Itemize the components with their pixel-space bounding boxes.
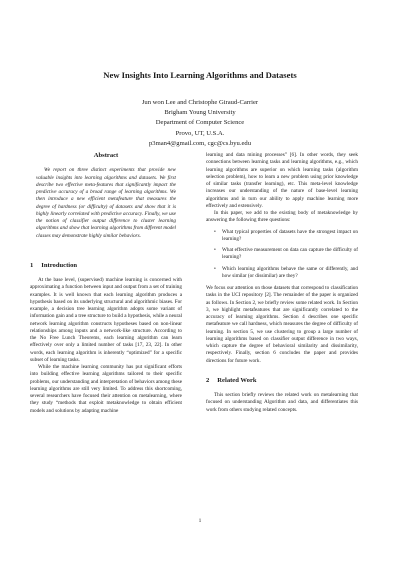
related-paragraph-1: This section briefly reviews the related work on metalearning that focused on understanding Algorithm and data, and differentiates this work from others studying related concepts. — [206, 392, 358, 413]
location: Provo, UT, U.S.A. — [175, 129, 225, 137]
left-column — [30, 150, 182, 415]
right-column — [206, 152, 358, 414]
section-heading-related-work — [206, 377, 358, 384]
affiliation: Brigham Young University — [164, 109, 236, 117]
department: Department of Computer Science — [155, 119, 245, 127]
section-title: Related Work — [217, 376, 257, 384]
intro-paragraph-4: In this paper, we add to the existing body of metaknowledge by answering the following three questions: — [206, 210, 358, 224]
email: p3man4@gmail.com, cgc@cs.byu.edu — [148, 139, 252, 147]
list-item: • Which learning algorithms behave the same or differently, and how similar (or dissimilar) are they? — [216, 266, 358, 281]
section-number: 1 — [30, 261, 34, 269]
intro-paragraph-1: At the base level, (supervised) machine learning is concerned with approximating a function between input and output from a set of training examples. It is well known that each learning algorithm produces a hypothesis based on its underlying structural and algorithmic biases. For example, a decision tree learning algorithm adopts some variant of information gain and a tree structure to build a hypothesis, while a neural network learning algorithm constructs hypotheses based on non-linear relationships among inputs and a network-like structure. According to the No Free Lunch Theorems, each learning algorithm can learn effectively over only a limited number of tasks [17, 23, 22]. In other words, each learning algorithm is inherently “optimized” for a specific subset of learning tasks. — [30, 277, 182, 363]
section-title: Introduction — [41, 261, 78, 269]
intro-paragraph-2: While the machine learning community has put significant efforts into building effective learning algorithms tailored to their specific problems, our understanding and interpretation of behaviors among these learning algorithms are still very limited. To address this shortcoming, several researchers have focused their attention on metalearning, where they study “methods that exploit metaknowledge to obtain efficient models and solutions by adapting machine — [30, 364, 182, 414]
list-item: • What typical properties of datasets have the strongest impact on learning? — [216, 229, 358, 244]
intro-paragraph-5: We focus our attention on those datasets that correspond to classification tasks in the UCI repository [2]. The remainder of the paper is organized as follows. In Section 2, we briefly review some related work. In Section 3, we highlight metafeatures that are significantly correlated to the accuracy of learning algorithms. Section 4 describes one specific metafeature we call hardness, which measures the degree of difficulty of learning. In section 5, we use clustering to group a large number of learning algorithms based on classifier output difference in two ways, which capture the degree of behavioral similarity and dissimilarity, respectively. Finally, section 6 concludes the paper and provides directions for future work. — [206, 285, 358, 364]
question-list — [206, 229, 358, 281]
section-number: 2 — [206, 376, 210, 384]
abstract-heading: Abstract — [93, 152, 119, 159]
abstract — [30, 167, 182, 240]
section-heading-introduction — [30, 262, 182, 269]
page-number: 1 — [198, 518, 202, 524]
author-names: Jun won Lee and Christophe Giraud-Carrier — [141, 99, 259, 106]
paper-title: New Insights Into Learning Algorithms and Datasets — [103, 70, 297, 80]
intro-paragraph-3: learning and data mining processes” [6]. In other words, they seek connections between learning tasks and learning algorithms, e.g., which learning algorithms are superior on which learning tasks (algorithm selection problem), how to learn a new problem using prior knowledge of similar tasks (transfer learning), etc. This meta-level knowledge increases our understanding of the nature of base-level learning algorithms and in turn our ability to apply machine learning more effectively and extensively. — [206, 152, 358, 209]
list-item: • What effective measurement on data can capture the difficulty of learning? — [216, 247, 358, 262]
abstract-text: We report on three distinct experiments that provide new valuable insights into learning algorithms and datasets. We first describe two effective meta-features that significantly impact the predictive accuracy of a broad range of learning algorithms. We then introduce a new efficient metafeature that measures the degree of hardness (or difficulty) of datasets and show that it is highly linearly correlated with predictive accuracy. Finally, we use the notion of classifier output difference to cluster learning algorithms and show that learning algorithms from different model classes may demonstrate highly similar behaviors. — [36, 167, 176, 239]
author-block — [40, 98, 360, 149]
